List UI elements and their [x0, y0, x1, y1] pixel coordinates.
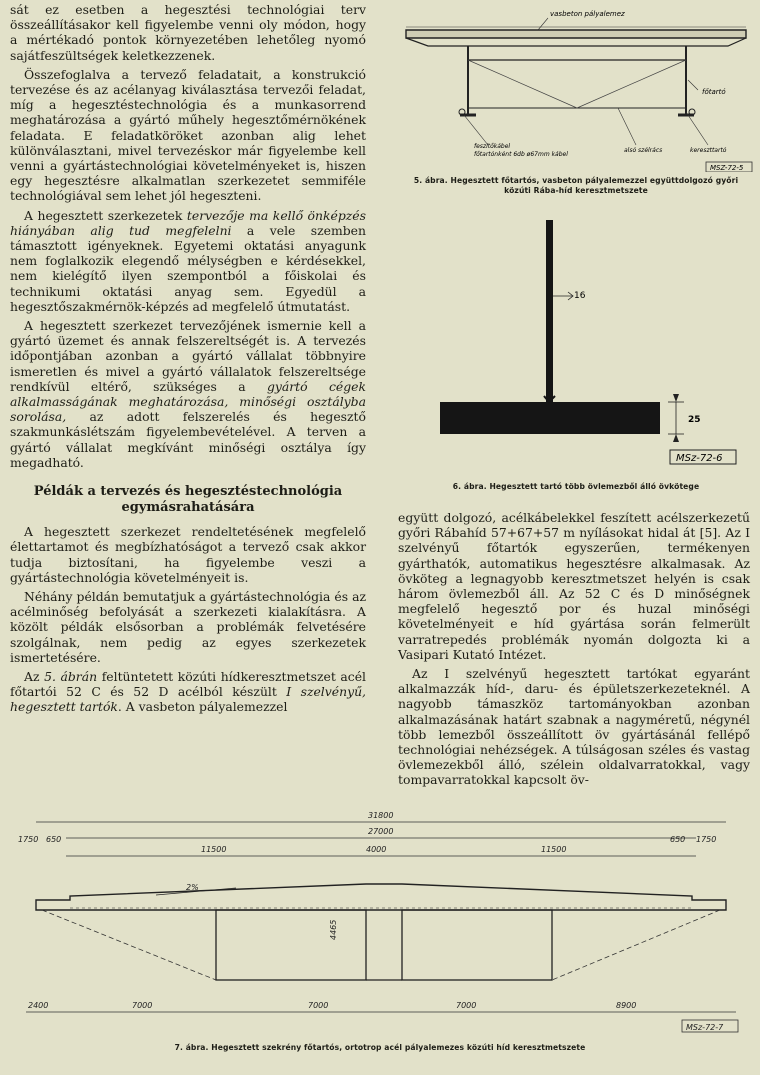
- label-crossbeam: kereszttartó: [690, 147, 727, 154]
- right-column: [398, 510, 750, 792]
- dim-bottom: 2400: [28, 1001, 49, 1010]
- figure-7-caption: 7. ábra. Hegesztett szekrény főtartós, ortotrop acél pályalemezes közúti híd keresztmetszete: [174, 1043, 586, 1052]
- figure-6-caption: 6. ábra. Hegesztett tartó több övlemezből álló övkötege: [452, 482, 700, 491]
- dim-bottom: 7000: [132, 1001, 153, 1010]
- figure-7: [6, 800, 756, 1040]
- label-deck: vasbeton pályalemez: [550, 10, 625, 18]
- paragraph: Néhány példán bemutatjuk a gyártástechnológia és az acélminőség befolyását a szerkezeti kialakításra. A közölt példák elsősorban a problémák felvetésére szolgálnak, nem pedig az egyes szerkezetek ismertetésére.: [10, 588, 366, 665]
- stamp: MSZ-72-5: [710, 164, 744, 172]
- dim-height: 4465: [329, 919, 338, 940]
- dim-bottom: 7000: [456, 1001, 477, 1010]
- left-column: [10, 2, 366, 719]
- paragraph: A hegesztett szerkezet rendeltetésének megfelelő élettartamot és megbízhatóságot a tervező csak akkor tudja biztosítani, ha figyelembe veszi a gyártástechnológia követelményeit is.: [10, 524, 366, 585]
- dim-4000: 4000: [366, 845, 387, 854]
- label-cable-count: főtartónként 6db ø67mm kábel: [474, 151, 568, 158]
- stamp: MSz-72-7: [686, 1023, 724, 1032]
- dim-total: 31800: [368, 811, 394, 820]
- section-heading: Példák a tervezés és hegesztéstechnológia egymásrahatására: [33, 484, 343, 516]
- slope-label: 2%: [186, 883, 199, 892]
- dim-deck: 27000: [368, 827, 394, 836]
- paragraph: A hegesztett szerkezetek tervezője ma kellő önképzés hiányában alig tud megfelelni a vele szemben támasztott igényeknek. Egyetemi oktatási anyagunk nem foglalkozik elegendő mélységben e kérdésekkel, nem kielégítő ilyen szempontból a főiskolai és technikumi oktatási anyag sem. Egyedül a hegesztőszakmérnök-képzés ad megfelelő útmutatást.: [10, 207, 366, 314]
- dim-650-right: 650: [670, 835, 686, 844]
- dim-1750-left: 1750: [18, 835, 39, 844]
- dim-1750-right: 1750: [696, 835, 717, 844]
- dim-650-left: 650: [46, 835, 62, 844]
- paragraph: Az I szelvényű hegesztett tartókat egyaránt alkalmazzák híd-, daru- és épületszerkezeteknél. A nagyobb támaszköz tartományokban azonban alkalmazásának határt szabnak a nagyméretű, négynél több lemezből összeállított öv gyártásánál fellépő technológiai nehézségek. A túlságosan széles és vastag övlemezekből álló, szélein oldalvarratokkal, vagy tompavarratokkal kapcsolt öv-: [398, 666, 750, 788]
- figure-6: [398, 216, 754, 466]
- label-cable: feszítőkábel: [474, 143, 511, 150]
- paragraph: A hegesztett szerkezet tervezőjének ismernie kell a gyártó üzemet és annak felszereltségét is. A tervezés időpontjában azonban a gyártó vállalat többnyire ismeretlen és mivel a gyártó vállalatok felszereltsége rendkívül eltérő, szükséges a gyártó cégek alkalmasságának meghatározása, minőségi osztályba sorolása, az adott felszerelés és hegesztő szakmunkáslétszám figyelembevételével. A terven a gyártó vállalat megkívánt minőségi osztálya így megadható.: [10, 318, 366, 470]
- dim-11500-right: 11500: [541, 845, 567, 854]
- dim-bottom: 7000: [308, 1001, 329, 1010]
- label-bracing: alsó szélrács: [624, 147, 663, 154]
- dim-flange: 25: [688, 415, 701, 425]
- paragraph: Az 5. ábrán feltüntetett közúti hídkeresztmetszet acél főtartói 52 C és 52 D acélból készült I szelvényű, hegesztett tartók. A vasbeton pályalemezzel: [10, 668, 367, 715]
- paragraph: együtt dolgozó, acélkábelekkel feszített acélszerkezetű győri Rábahíd 57+67+57 m nyílásokat hidal át [5]. Az I szelvényű főtartók egyszerűen, termékenyen gyárthatók, automatikus hegesztésre alkalmasak. Az övköteg a legnagyobb keresztmetszet helyén is csak három övlemezből áll. Az 52 C és D minőségnek megfelelő hegesztő por és huzal minőségi követelményeit e híd gyártása során felmerült varratrepedés problémák nyomán dolgozta ki a Vasipari Kutató Intézet.: [398, 510, 750, 662]
- dim-bottom: 8900: [616, 1001, 637, 1010]
- dim-11500-left: 11500: [201, 845, 227, 854]
- figure-5-caption: 5. ábra. Hegesztett főtartós, vasbeton pályalemezzel együttdolgozó győri közúti Rába-híd keresztmetszete: [413, 176, 739, 195]
- paragraph: Összefoglalva a tervező feladatait, a konstrukció tervezése és az acélanyag kiválasztása tervezői feladat, míg a hegesztéstechnológia és a munkasorrend meghatározása a gyártó műhely hegesztőmérnökének feladata. E feladatköröket azonban alig lehet különválasztani, mivel tervezéskor már figyelembe kell venni a gyártástechnológiai követelményeket is, hiszen egy hegesztésre alkalmatlan szerkezetet semmiféle technológiával sem lehet jól hegeszteni.: [10, 66, 366, 204]
- figure-5: [398, 0, 754, 172]
- stamp: MSz-72-6: [676, 453, 723, 464]
- paragraph: sát ez esetben a hegesztési technológiai terv összeállításakor kell figyelembe venni oly módon, hogy a mértékadó pontok környezetében lehetőleg nyomó sajátfeszültségek keletkezzenek.: [10, 2, 366, 63]
- dim-web: 16: [574, 291, 586, 301]
- label-girder: főtartó: [702, 88, 726, 96]
